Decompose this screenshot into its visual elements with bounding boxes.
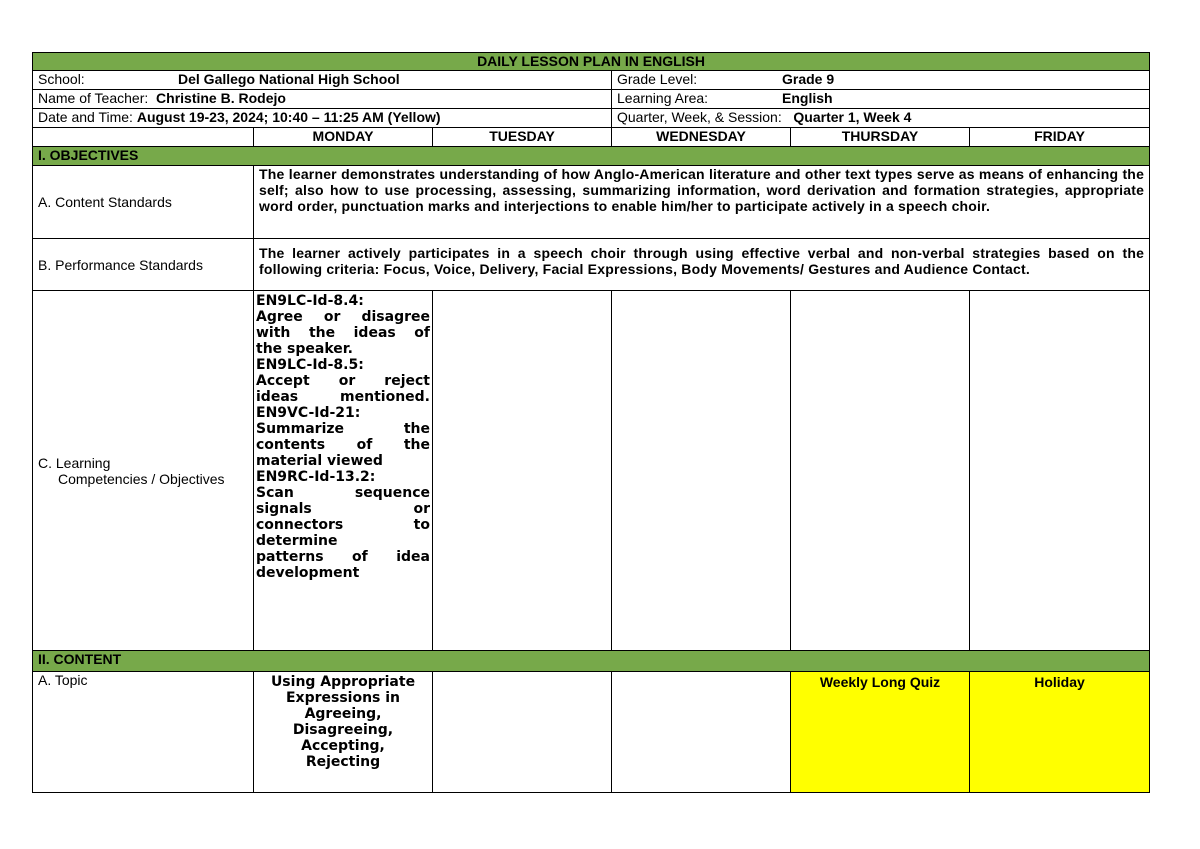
- datetime-value: August 19-23, 2024; 10:40 – 11:25 AM (Yellow): [136, 109, 441, 125]
- competency-line: determine: [256, 533, 338, 549]
- topic-label: A. Topic: [33, 672, 254, 793]
- competency-line: the speaker.: [256, 341, 353, 357]
- monday-competencies: [254, 291, 433, 651]
- topic-line: Rejecting: [305, 754, 381, 770]
- competency-line: Summarize the: [256, 421, 430, 437]
- page-title: DAILY LESSON PLAN IN ENGLISH: [33, 53, 1150, 71]
- quarter-label: Quarter, Week, & Session:: [617, 109, 782, 125]
- teacher-value: Christine B. Rodejo: [156, 90, 286, 106]
- objectives-heading: I. OBJECTIVES: [33, 147, 1150, 166]
- content-standards-label: A. Content Standards: [33, 166, 254, 239]
- datetime-cell: [33, 109, 612, 128]
- area-label: Learning Area:: [617, 90, 709, 106]
- competency-line: with the ideas of: [256, 325, 430, 341]
- teacher-cell: [33, 90, 612, 109]
- day-monday: MONDAY: [254, 128, 433, 147]
- days-blank-cell: [33, 128, 254, 147]
- competency-line: Scan sequence: [256, 485, 430, 501]
- competency-line: connectors to: [256, 517, 430, 533]
- grade-cell: [612, 71, 1150, 90]
- tuesday-topic: [433, 672, 612, 793]
- competency-line: development: [256, 565, 360, 581]
- competencies-label: [33, 291, 254, 651]
- competency-line: ideas mentioned.: [256, 389, 430, 405]
- competency-line: EN9LC-Id-8.5:: [256, 357, 364, 373]
- competency-line: Agree or disagree: [256, 309, 430, 325]
- friday-topic: Holiday: [970, 672, 1150, 793]
- day-thursday: THURSDAY: [791, 128, 970, 147]
- thursday-topic: Weekly Long Quiz: [791, 672, 970, 793]
- school-label: School:: [38, 71, 85, 87]
- area-cell: [612, 90, 1150, 109]
- friday-competencies: [970, 291, 1150, 651]
- datetime-label: Date and Time:: [38, 109, 133, 125]
- wednesday-competencies: [612, 291, 791, 651]
- competencies-label-line2: Competencies / Objectives: [58, 470, 225, 487]
- wednesday-topic: [612, 672, 791, 793]
- day-tuesday: TUESDAY: [433, 128, 612, 147]
- content-standards-text: The learner demonstrates understanding of how Anglo-American literature and other text types serve as means of enhancing the self; also how to use processing, assessing, summarizing information, word derivation and formation strategies, appropriate word order, punctuation marks and interjections to enable him/her to participate actively in a speech choir.: [254, 166, 1150, 239]
- day-wednesday: WEDNESDAY: [612, 128, 791, 147]
- lesson-plan-table: [32, 52, 1150, 793]
- competency-line: EN9RC-Id-13.2:: [256, 469, 376, 485]
- topic-line: Using Appropriate: [270, 674, 416, 690]
- quarter-value: Quarter 1, Week 4: [793, 109, 912, 125]
- teacher-label: Name of Teacher:: [38, 90, 149, 106]
- content-heading: II. CONTENT: [33, 651, 1150, 672]
- topic-line: Accepting,: [301, 738, 385, 754]
- topic-line: Expressions in: [285, 690, 401, 706]
- competencies-label-line1: C. Learning: [38, 454, 111, 471]
- competency-line: material viewed: [256, 453, 383, 469]
- performance-standards-text: The learner actively participates in a speech choir through using effective verbal and non-verbal strategies based on the following criteria: Focus, Voice, Delivery, Facial Expressions, Body Movements/ Gestures and Audience Contact.: [254, 239, 1150, 291]
- competency-line: patterns of idea: [256, 549, 430, 565]
- monday-topic: [254, 672, 433, 793]
- competency-line: EN9LC-Id-8.4:: [256, 293, 364, 309]
- grade-label: Grade Level:: [617, 71, 698, 87]
- topic-line: Disagreeing,: [292, 722, 394, 738]
- competency-line: contents of the: [256, 437, 430, 453]
- tuesday-competencies: [433, 291, 612, 651]
- thursday-competencies: [791, 291, 970, 651]
- day-friday: FRIDAY: [970, 128, 1150, 147]
- topic-line: Agreeing,: [304, 706, 382, 722]
- grade-value: Grade 9: [782, 71, 835, 87]
- performance-standards-label: B. Performance Standards: [33, 239, 254, 291]
- quarter-cell: [612, 109, 1150, 128]
- area-value: English: [782, 90, 833, 106]
- competency-line: signals or: [256, 501, 430, 517]
- competency-line: Accept or reject: [256, 373, 430, 389]
- school-value: Del Gallego National High School: [178, 71, 400, 87]
- school-cell: [33, 71, 612, 90]
- competency-line: EN9VC-Id-21:: [256, 405, 361, 421]
